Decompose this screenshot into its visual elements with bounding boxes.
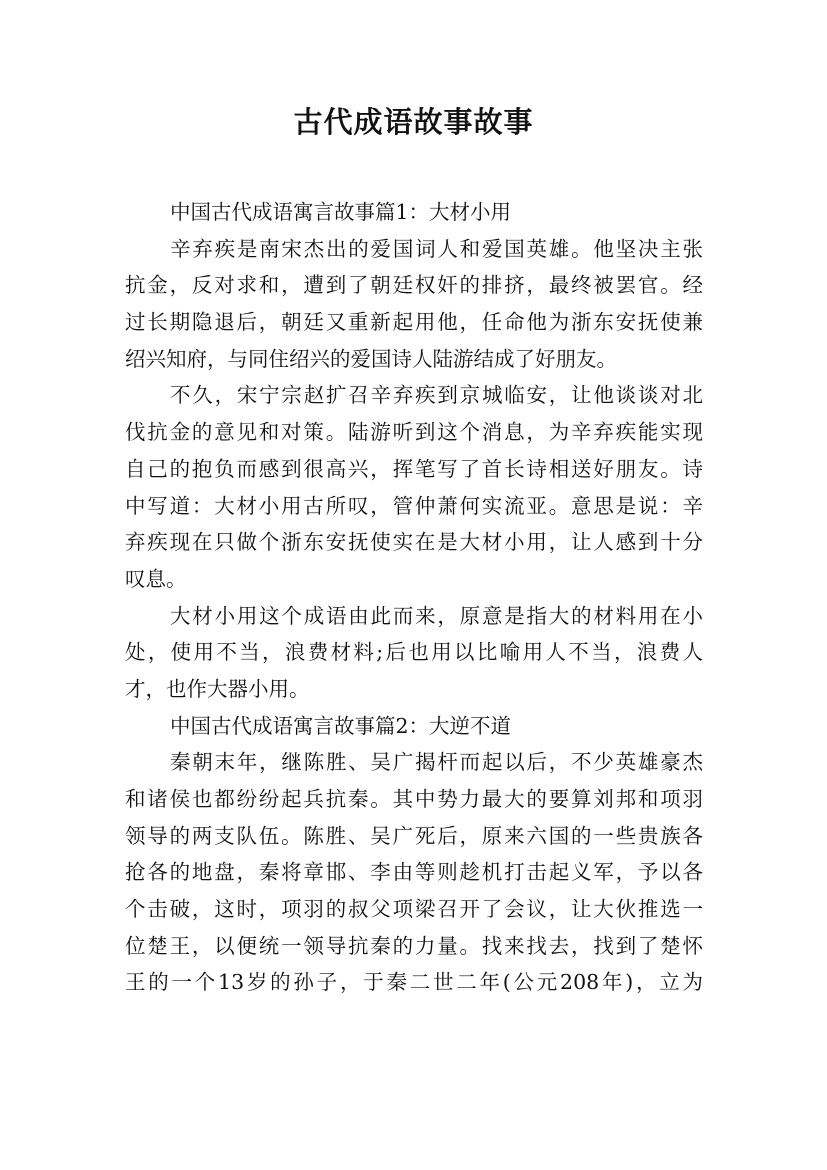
paragraph-line: 弃疾现在只做个浙东安抚使实在是大材小用，让人感到十分 (125, 530, 703, 555)
paragraph-line: 才，也作大器小用。 (125, 676, 310, 701)
paragraph-line: 和诸侯也都纷纷起兵抗秦。其中势力最大的要算刘邦和项羽 (125, 787, 703, 811)
document-body (125, 194, 703, 1001)
paragraph-line: 领导的两支队伍。陈胜、吴广死后，原来六国的一些贵族各 (125, 823, 703, 848)
paragraph-line: 个击破，这时，项羽的叔父项梁召开了会议，让大伙推选一 (125, 897, 703, 922)
paragraph-line: 位楚王，以便统一领导抗秦的力量。找来找去，找到了楚怀 (125, 933, 703, 958)
section-heading-1: 中国古代成语寓言故事篇1：大材小用 (170, 200, 512, 224)
paragraph-line: 秦朝末年，继陈胜、吴广揭杆而起以后，不少英雄豪杰 (170, 750, 703, 775)
paragraph-line: 伐抗金的意见和对策。陆游听到这个消息，为辛弃疾能实现 (125, 420, 703, 445)
paragraph-line: 王的一个13岁的孙子，于秦二世二年(公元208年)，立为 (125, 970, 703, 995)
paragraph-line: 绍兴知府，与同住绍兴的爱国诗人陆游结成了好朋友。 (125, 346, 617, 371)
paragraph-line: 大材小用这个成语由此而来，原意是指大的材料用在小 (170, 603, 703, 628)
document-title: 古代成语故事故事 (293, 105, 534, 139)
paragraph-line: 辛弃疾是南宋杰出的爱国词人和爱国英雄。他坚决主张 (170, 236, 703, 261)
paragraph-line: 处，使用不当，浪费材料;后也用以比喻用人不当，浪费人 (125, 640, 703, 665)
paragraph-line: 不久，宋宁宗赵扩召辛弃疾到京城临安，让他谈谈对北 (170, 383, 703, 408)
section-heading-2: 中国古代成语寓言故事篇2：大逆不道 (170, 713, 512, 738)
paragraph-line: 抗金，反对求和，遭到了朝廷权奸的排挤，最终被罢官。经 (125, 273, 703, 298)
paragraph-line: 抢各的地盘，秦将章邯、李由等则趁机打击起义军，予以各 (125, 860, 703, 885)
paragraph-line: 过长期隐退后，朝廷又重新起用他，任命他为浙东安抚使兼 (125, 310, 703, 335)
paragraph-line: 叹息。 (125, 566, 187, 591)
paragraph-line: 自己的抱负而感到很高兴，挥笔写了首长诗相送好朋友。诗 (125, 456, 703, 481)
paragraph-line: 中写道：大材小用古所叹，管仲萧何实流亚。意思是说：辛 (125, 493, 703, 518)
